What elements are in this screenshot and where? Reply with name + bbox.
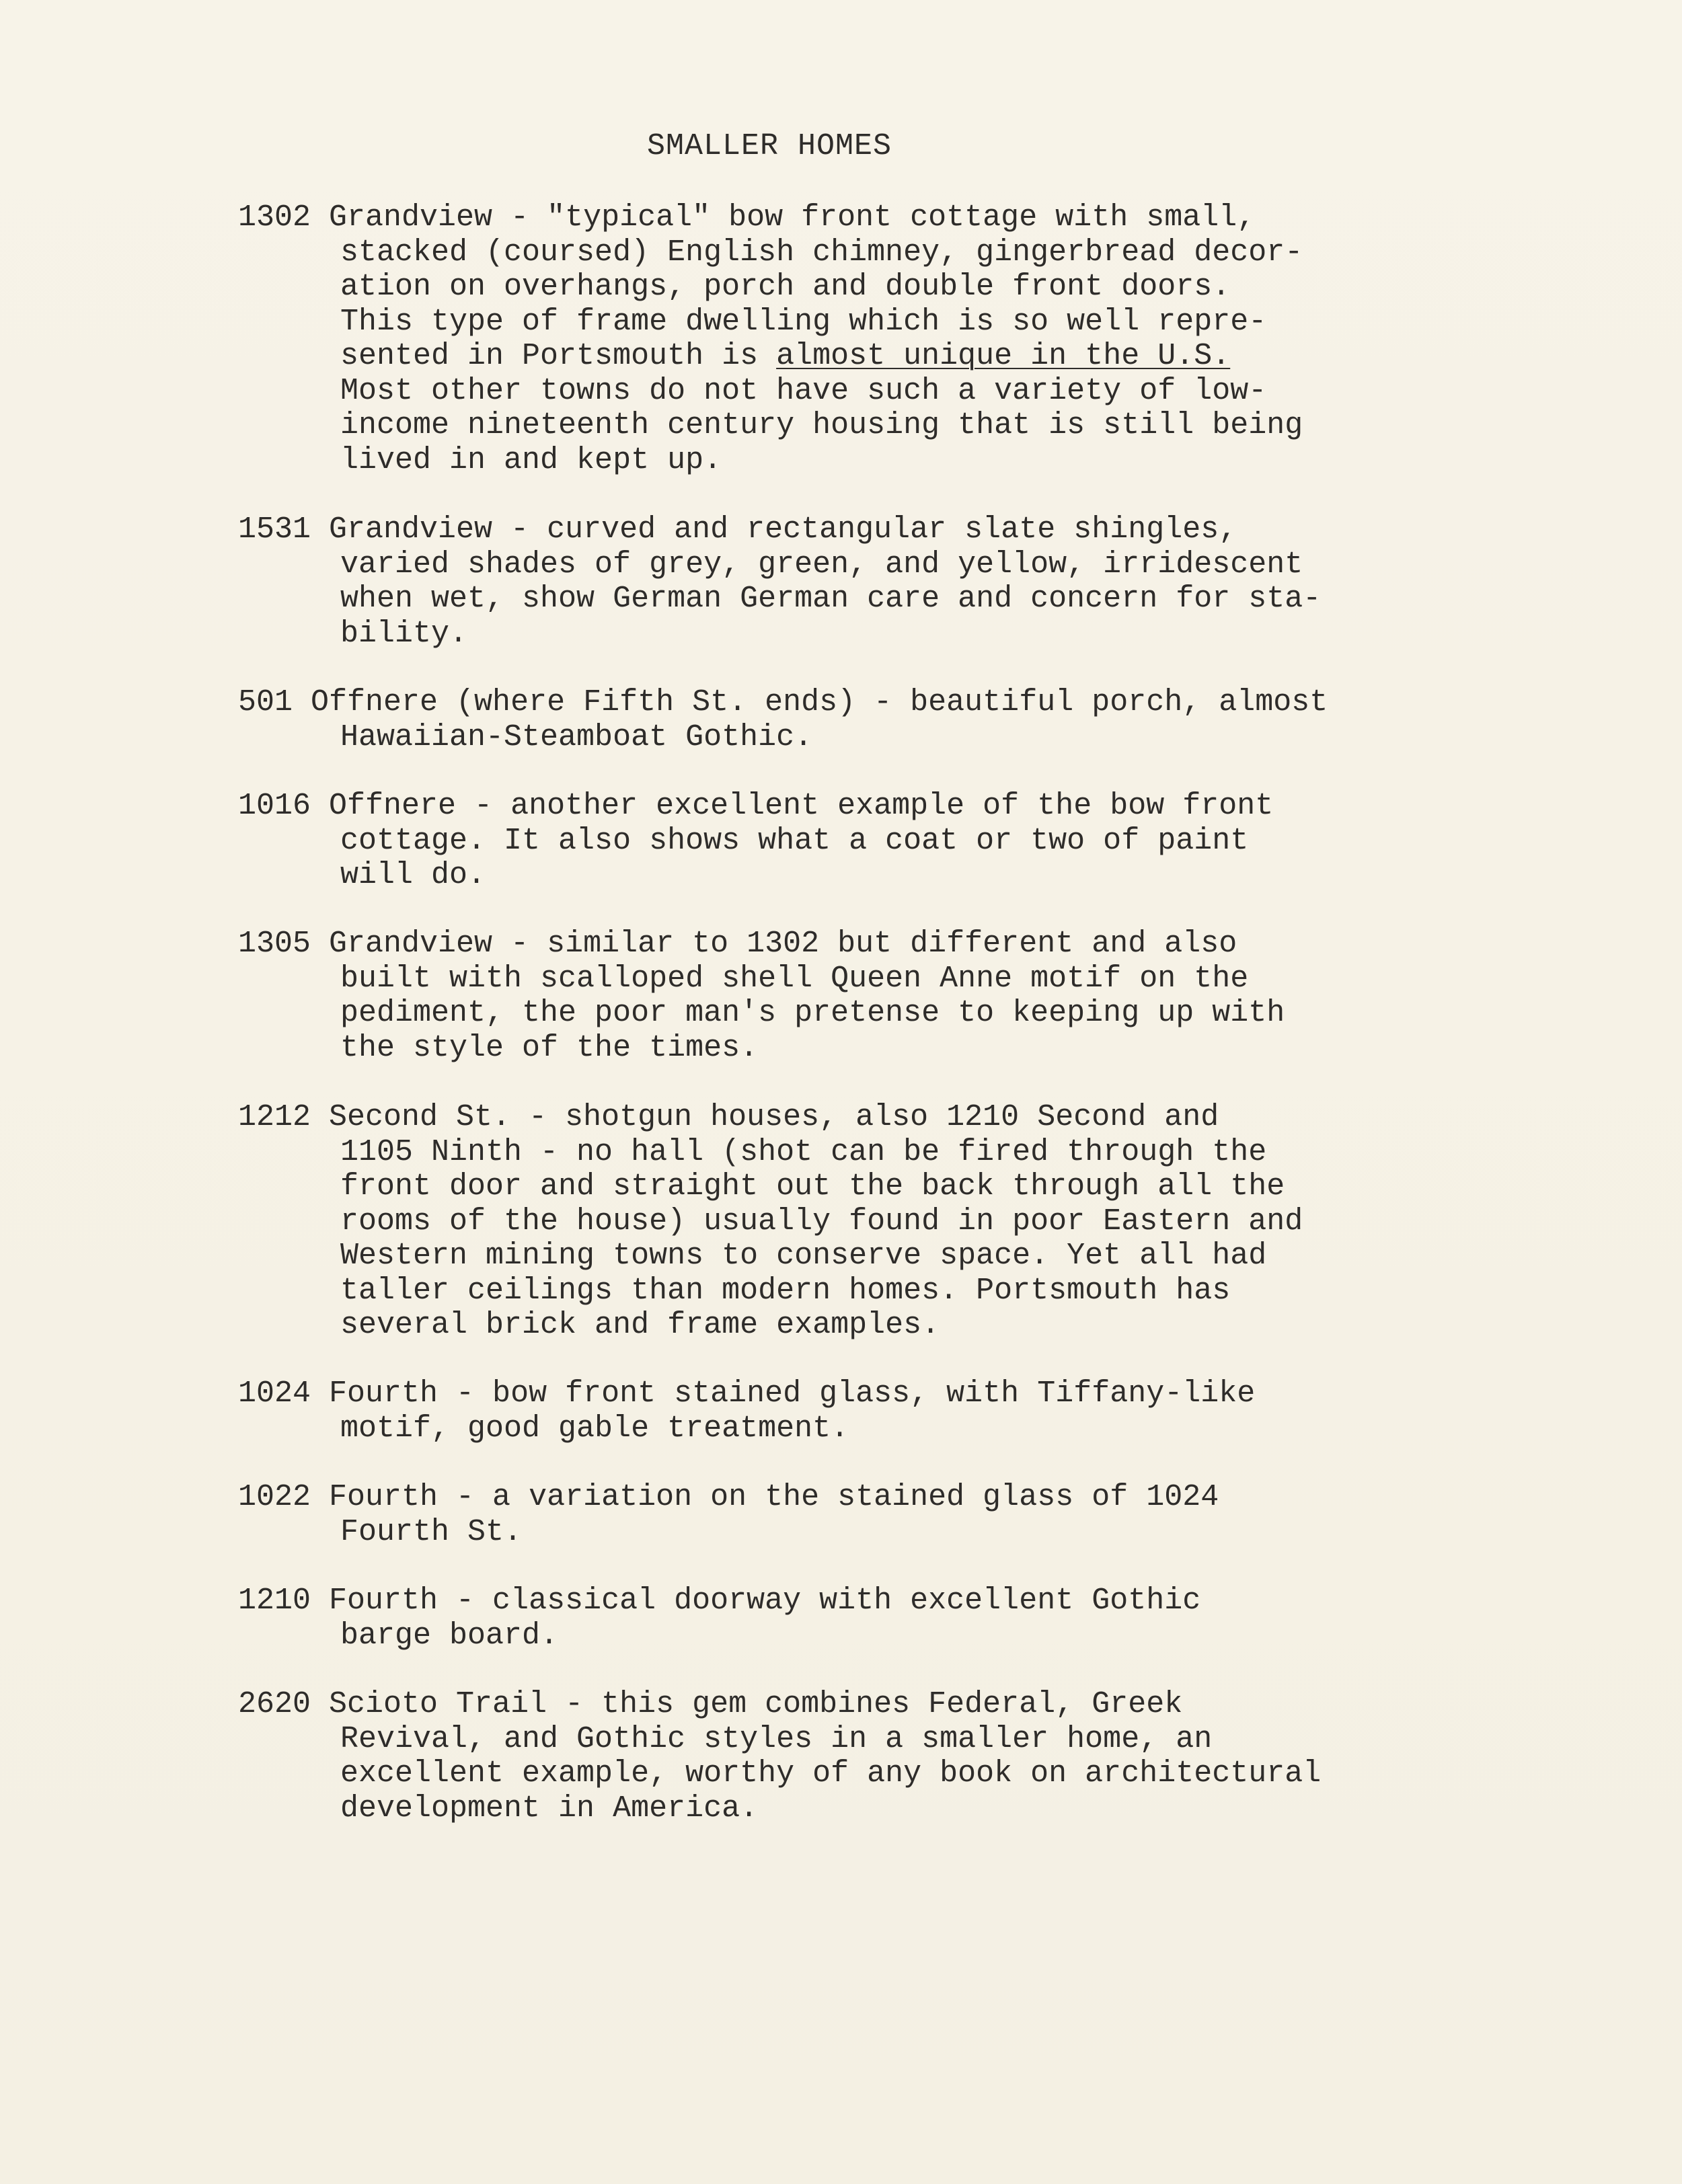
entry-line: income nineteenth century housing that is still being xyxy=(340,408,1303,442)
entry-1305-grandview xyxy=(238,927,1529,1065)
entry-line: 1305 Grandview - similar to 1302 but different and also xyxy=(238,927,1237,961)
entry-line: This type of frame dwelling which is so well repre- xyxy=(340,304,1267,339)
entry-line: pediment, the poor man's pretense to keeping up with xyxy=(340,996,1285,1030)
entry-line: stacked (coursed) English chimney, gingerbread decor- xyxy=(340,235,1303,270)
entry-line: Revival, and Gothic styles in a smaller home, an xyxy=(340,1721,1213,1756)
entry-line: Western mining towns to conserve space. Yet all had xyxy=(340,1239,1267,1273)
entry-line: 1531 Grandview - curved and rectangular slate shingles, xyxy=(238,512,1237,547)
entry-501-offnere xyxy=(238,685,1529,754)
entry-line: development in America. xyxy=(340,1791,759,1826)
entry-2620-scioto-trail xyxy=(238,1687,1529,1826)
entry-1531-grandview xyxy=(238,512,1529,651)
entry-line: 501 Offnere (where Fifth St. ends) - beautiful porch, almost xyxy=(238,685,1328,719)
entry-line: 1016 Offnere - another excellent example of the bow front xyxy=(238,789,1274,823)
entry-line: built with scalloped shell Queen Anne motif on the xyxy=(340,961,1249,996)
entry-line: rooms of the house) usually found in poor Eastern and xyxy=(340,1204,1303,1239)
entry-line: cottage. It also shows what a coat or two of paint xyxy=(340,823,1249,858)
entry-line: 1022 Fourth - a variation on the stained glass of 1024 xyxy=(238,1480,1219,1514)
entry-line: Hawaiian-Steamboat Gothic. xyxy=(340,719,813,754)
entry-line: 2620 Scioto Trail - this gem combines Federal, Greek xyxy=(238,1687,1183,1721)
entry-line: barge board. xyxy=(340,1618,559,1653)
entry-line: lived in and kept up. xyxy=(340,442,722,477)
entry-line: bility. xyxy=(340,616,468,651)
entry-line: ation on overhangs, porch and double front doors. xyxy=(340,270,1231,304)
entry-1212-second-st xyxy=(238,1100,1529,1343)
entry-1024-fourth xyxy=(238,1376,1529,1446)
entry-line: several brick and frame examples. xyxy=(340,1308,940,1342)
entry-1210-fourth xyxy=(238,1584,1529,1653)
entry-1302-grandview xyxy=(238,200,1529,477)
entry-line: Most other towns do not have such a variety of low- xyxy=(340,373,1267,408)
entry-1016-offnere xyxy=(238,789,1529,893)
entry-line: Fourth St. xyxy=(340,1514,523,1549)
entry-line: 1210 Fourth - classical doorway with excellent Gothic xyxy=(238,1584,1201,1618)
entry-line: 1024 Fourth - bow front stained glass, with Tiffany-like xyxy=(238,1376,1256,1411)
entry-line: motif, good gable treatment. xyxy=(340,1411,849,1446)
entry-line: 1212 Second St. - shotgun houses, also 1210 Second and xyxy=(238,1100,1219,1134)
entry-line: taller ceilings than modern homes. Portsmouth has xyxy=(340,1273,1231,1308)
entry-line: varied shades of grey, green, and yellow, irridescent xyxy=(340,547,1303,582)
entry-line: front door and straight out the back through all the xyxy=(340,1169,1285,1204)
page-title: SMALLER HOMES xyxy=(647,129,892,163)
entry-line: excellent example, worthy of any book on architectural xyxy=(340,1756,1322,1791)
entry-1022-fourth xyxy=(238,1480,1529,1549)
entry-line: the style of the times. xyxy=(340,1030,759,1065)
entry-line-text: sented in Portsmouth is xyxy=(340,339,777,373)
entry-line xyxy=(238,339,1529,374)
entry-line: when wet, show German German care and concern for sta- xyxy=(340,582,1322,616)
underlined-phrase: almost unique in the U.S. xyxy=(776,339,1231,373)
entry-line: 1302 Grandview - "typical" bow front cottage with small, xyxy=(238,200,1256,235)
entry-line: will do. xyxy=(340,858,486,892)
entry-line: 1105 Ninth - no hall (shot can be fired through the xyxy=(340,1134,1267,1169)
